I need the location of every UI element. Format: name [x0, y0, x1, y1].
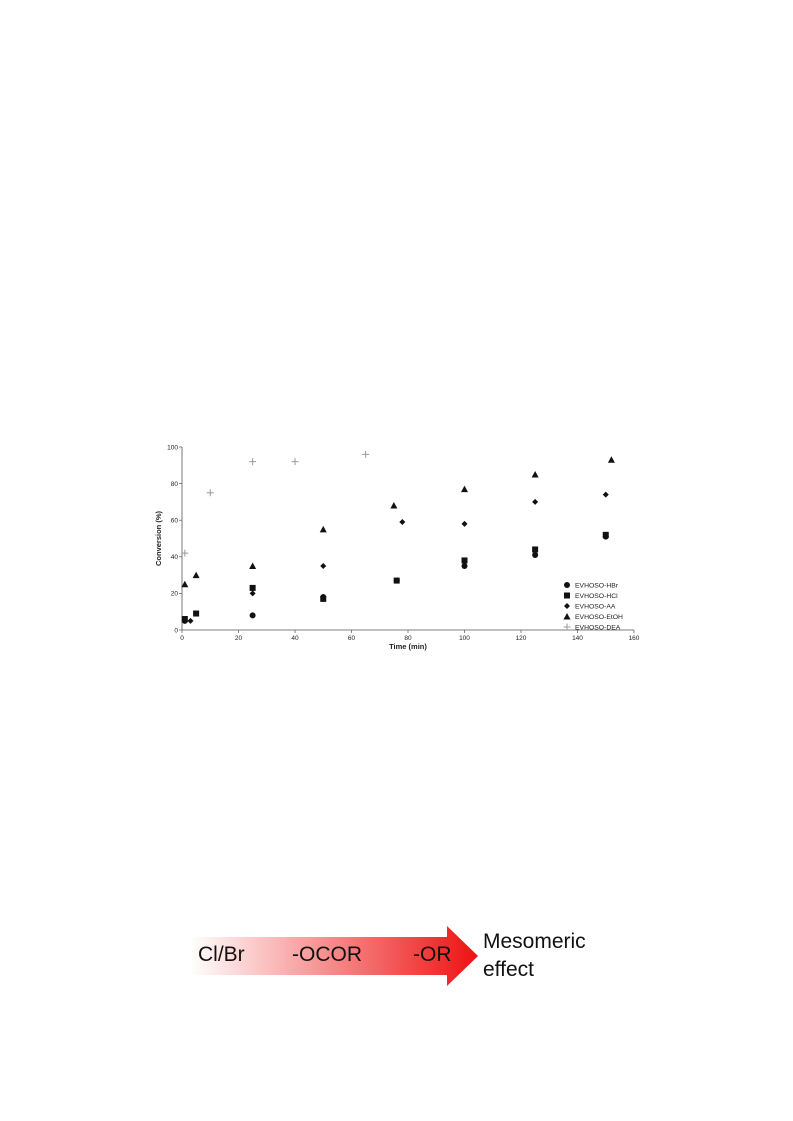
x-tick-label: 0 — [180, 635, 184, 642]
data-point-evhoso-aa — [462, 521, 468, 527]
x-tick-label: 100 — [459, 635, 470, 642]
x-tick-label: 80 — [404, 635, 412, 642]
legend-label-evhoso-hcl: EVHOSO-HCl — [575, 592, 618, 600]
legend-label-evhoso-aa: EVHOSO-AA — [575, 603, 616, 611]
data-point-evhoso-hcl — [193, 611, 199, 617]
arrow-label-ether: -OR — [413, 943, 452, 966]
data-point-evhoso-aa — [603, 492, 609, 498]
legend-marker-evhoso-hcl — [564, 593, 570, 599]
arrow-label-ester: -OCOR — [292, 943, 362, 966]
data-point-evhoso-hbr — [532, 552, 538, 558]
x-tick-label: 120 — [515, 635, 527, 642]
legend-label-evhoso-hbr: EVHOSO-HBr — [575, 582, 619, 590]
data-point-evhoso-hcl — [250, 585, 256, 591]
y-tick-label: 100 — [167, 444, 178, 452]
y-tick-label: 20 — [170, 590, 178, 598]
data-point-evhoso-hbr — [250, 612, 256, 618]
y-tick-label: 40 — [170, 554, 178, 562]
data-point-evhoso-aa — [532, 499, 538, 505]
data-point-evhoso-hcl — [462, 557, 468, 563]
data-point-evhoso-etoh — [249, 562, 256, 569]
y-tick-label: 60 — [170, 517, 178, 525]
data-point-evhoso-aa — [250, 590, 256, 596]
data-point-evhoso-hbr — [462, 563, 468, 569]
conversion-chart — [140, 438, 650, 658]
data-point-evhoso-aa — [320, 563, 326, 569]
x-axis-title: Time (min) — [389, 642, 427, 651]
data-point-evhoso-etoh — [193, 572, 200, 579]
legend-marker-evhoso-etoh — [564, 613, 571, 620]
chart-canvas — [140, 438, 650, 658]
data-point-evhoso-etoh — [608, 456, 615, 463]
data-point-evhoso-etoh — [532, 471, 539, 478]
data-point-evhoso-dea — [292, 458, 299, 465]
legend-marker-evhoso-dea — [564, 624, 571, 631]
mesomeric-effect-arrow — [185, 920, 605, 992]
data-point-evhoso-aa — [399, 519, 405, 525]
effect-label — [483, 928, 586, 984]
x-tick-label: 40 — [291, 635, 299, 642]
data-point-evhoso-etoh — [461, 486, 468, 493]
data-point-evhoso-dea — [249, 458, 256, 465]
arrow-label-halogen: Cl/Br — [198, 943, 245, 966]
data-point-evhoso-hcl — [320, 596, 326, 602]
y-tick-label: 80 — [170, 480, 178, 488]
data-point-evhoso-hcl — [182, 616, 188, 622]
x-tick-label: 160 — [628, 635, 640, 642]
x-tick-label: 140 — [572, 635, 583, 642]
data-point-evhoso-hcl — [532, 546, 538, 552]
legend-label-evhoso-etoh: EVHOSO-EtOH — [575, 613, 623, 621]
data-point-evhoso-aa — [187, 618, 193, 624]
data-point-evhoso-dea — [362, 451, 369, 458]
data-point-evhoso-etoh — [320, 526, 327, 533]
y-axis-title: Conversion (%) — [154, 510, 163, 567]
y-tick-label: 0 — [174, 627, 178, 635]
legend-marker-evhoso-aa — [564, 603, 570, 609]
legend-marker-evhoso-hbr — [564, 582, 570, 588]
x-tick-label: 60 — [347, 635, 356, 642]
data-point-evhoso-dea — [207, 489, 214, 496]
data-point-evhoso-etoh — [390, 502, 397, 509]
effect-label-line2: effect — [483, 958, 534, 981]
x-tick-label: 20 — [234, 635, 243, 642]
effect-label-line1: Mesomeric — [483, 930, 586, 953]
legend-label-evhoso-dea: EVHOSO-DEA — [575, 624, 621, 632]
data-point-evhoso-hcl — [603, 532, 609, 538]
data-point-evhoso-hcl — [394, 578, 400, 584]
